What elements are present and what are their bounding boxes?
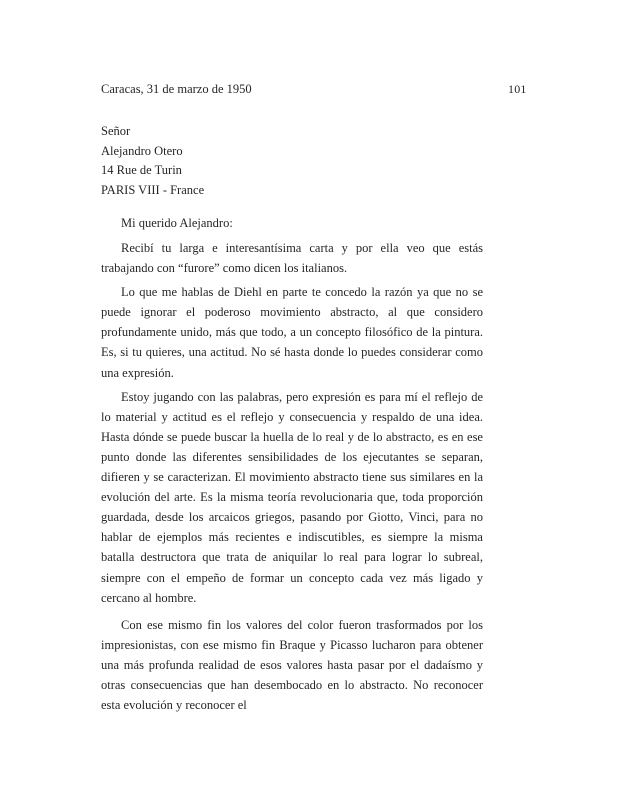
page-number: 101 [508,82,527,96]
recipient-city: PARIS VIII - France [101,182,205,197]
dateline: Caracas, 31 de marzo de 1950 [101,82,252,96]
letter-body [101,238,483,724]
paragraph: Estoy jugando con las palabras, pero expresión es para mí el reflejo de lo material y actitud es el reflejo y consecuencia y respaldo de una idea. Hasta dónde se puede buscar la huella de lo real y de lo abstracto, es en ese punto donde las diferentes sensibilidades de los ejecutantes se separan, difieren y se caracterizan. El movimiento abstracto tiene sus similares en la evolución del arte. Es la misma teoría revolucionaria que, toda proporción guardada, desde los arcaicos griegos, pasando por Giotto, Vinci, para no hablar de ejemplos más recientes e indiscutibles, es siempre la misma batalla destructora que trata de aniquilar lo real para lograr lo subreal, siempre con el empeño de formar un concepto cada vez más ligado y cercano al hombre. [101,389,483,605]
paragraph: Con ese mismo fin los valores del color fueron trasformados por los impresionistas, con ese mismo fin Braque y Picasso lucharon para obtener una más profunda realidad de esos valores hasta pasar por el dadaísmo y otras consecuencias que han desembocado en lo abstracto. No reconocer esta evolución y reconocer el [101,617,483,713]
recipient-name: Alejandro Otero [101,143,183,158]
salutation: Mi querido Alejandro: [121,216,233,230]
recipient-address [101,122,204,200]
paragraph: Recibí tu larga e interesantísima carta y por ella veo que estás trabajando con “furore” como dicen los italianos. [101,241,483,276]
paragraph: Lo que me hablas de Diehl en parte te concedo la razón ya que no se puede ignorar el poderoso movimiento abstracto, al que considero profundamente unido, más que todo, a un concepto filosófico de la pintura. Es, si tu quieres, una actitud. No sé hasta donde lo puedes considerar como una expresión. [101,285,483,380]
recipient-street: 14 Rue de Turin [101,163,182,178]
recipient-title: Señor [101,124,131,138]
